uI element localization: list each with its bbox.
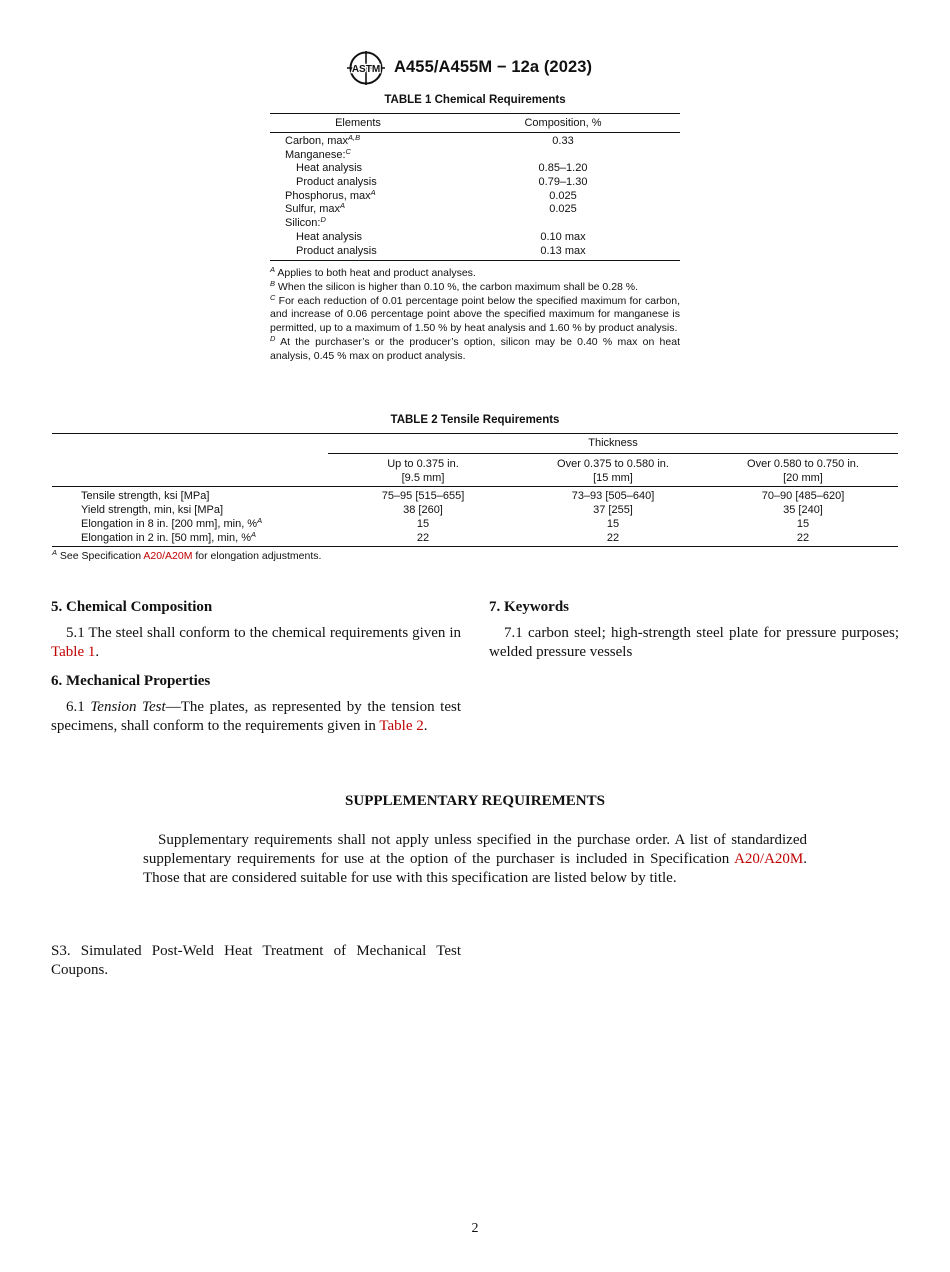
table-row: Sulfur, max$^A$ 0.025 (285, 201, 577, 216)
section5-paragraph: 5.1 The steel shall conform to the chemical requirements given in Table 1. (51, 625, 461, 660)
table1-col-composition: Composition, % (524, 117, 602, 129)
section5-heading: 5. Chemical Composition (51, 599, 213, 615)
section7-paragraph: 7.1 carbon steel; high-strength steel plate for pressure purposes; welded pressure vessels (489, 625, 899, 660)
table-row: Carbon, max$^{A,B}$ 0.33 (285, 133, 574, 147)
a20-link[interactable]: A20/A20M (734, 850, 804, 867)
footnote: $^C$ For each reduction of 0.01 percentage point below the specified maximum for carbon, and increase of 0.06 percentage point above the specified maximum for manganese is permitted, up to a maximum of 1.50 % by heat analysis and 1.60 % by product analysis. (270, 292, 680, 335)
table-row: Elongation in 8 in. [200 mm], min, %$^A$ 15 15 15 (81, 516, 810, 530)
table1-caption: TABLE 1 Chemical Requirements (384, 94, 566, 106)
s3-paragraph: S3. Simulated Post-Weld Heat Treatment of Mechanical Test Coupons. (51, 943, 461, 978)
footnote: $^D$ At the purchaser’s or the producer’s option, silicon may be 0.40 % max on heat analysis, 0.45 % max on product analysis. (270, 333, 680, 362)
table1-footnotes (270, 267, 680, 364)
table1-chemical-requirements (270, 113, 680, 261)
section6-heading: 6. Mechanical Properties (51, 673, 211, 689)
table-row: Tensile strength, ksi [MPa] 75–95 [515–655] 73–93 [505–640] 70–90 [485–620] (81, 490, 845, 502)
a20-link[interactable]: A20/A20M (143, 550, 193, 562)
table2-header-row (52, 453, 898, 487)
table-row: Elongation in 2 in. [50 mm], min, %$^A$ 22 22 22 (81, 530, 810, 544)
table-row: Yield strength, min, ksi [MPa] 38 [260] 37 [255] 35 [240] (81, 504, 823, 516)
table1-link[interactable]: Table 1 (51, 643, 96, 660)
table2-tensile-requirements (52, 433, 898, 547)
page-header (0, 50, 950, 90)
table2-link[interactable]: Table 2 (379, 717, 424, 734)
footnote: $^A$ Applies to both heat and product analyses. (270, 265, 476, 279)
table2-footnote: $^A$ See Specification A20/A20M for elongation adjustments. (52, 548, 322, 562)
page-number: 2 (471, 1221, 479, 1236)
logo-text: ASTM (351, 64, 381, 75)
section6-paragraph: 6.1 Tension Test—The plates, as represented by the tension test specimens, shall conform to the requirements given in Table 2. (51, 699, 461, 734)
supplementary-paragraph: Supplementary requirements shall not apply unless specified in the purchase order. A list of standardized supplementary requirements for use at the option of the purchaser is included in Specification A20/A20M. Those that are considered suitable for use with this specification are listed below by title. (143, 832, 807, 886)
supplementary-heading: SUPPLEMENTARY REQUIREMENTS (345, 793, 605, 809)
table2-col-header: Up to 0.375 in. [9.5 mm] (387, 458, 459, 484)
footnote: $^B$ When the silicon is higher than 0.10 %, the carbon maximum shall be 0.28 %. (270, 278, 639, 293)
table-row: Manganese:$^C$ (285, 146, 351, 161)
table2-col-header: Over 0.375 to 0.580 in. [15 mm] (557, 458, 669, 484)
table-row: Phosphorus, max$^A$ 0.025 (285, 187, 577, 202)
table1-col-elements: Elements (335, 117, 381, 129)
astm-logo-icon (347, 51, 385, 85)
table-row: Heat analysis 0.10 max (296, 230, 586, 243)
section7-heading: 7. Keywords (489, 599, 569, 615)
table2-caption: TABLE 2 Tensile Requirements (390, 414, 560, 426)
document-title: A455/A455M − 12a (2023) (394, 58, 593, 76)
table1-header-row (270, 114, 680, 133)
table-row: Heat analysis 0.85–1.20 (296, 162, 588, 175)
table-row: Product analysis 0.13 max (296, 244, 586, 257)
table-row: Product analysis 0.79–1.30 (296, 176, 588, 189)
table-row: Silicon:$^D$ (285, 215, 326, 230)
table2-thickness-label: Thickness (588, 437, 638, 449)
table2-col-header: Over 0.580 to 0.750 in. [20 mm] (747, 458, 859, 484)
